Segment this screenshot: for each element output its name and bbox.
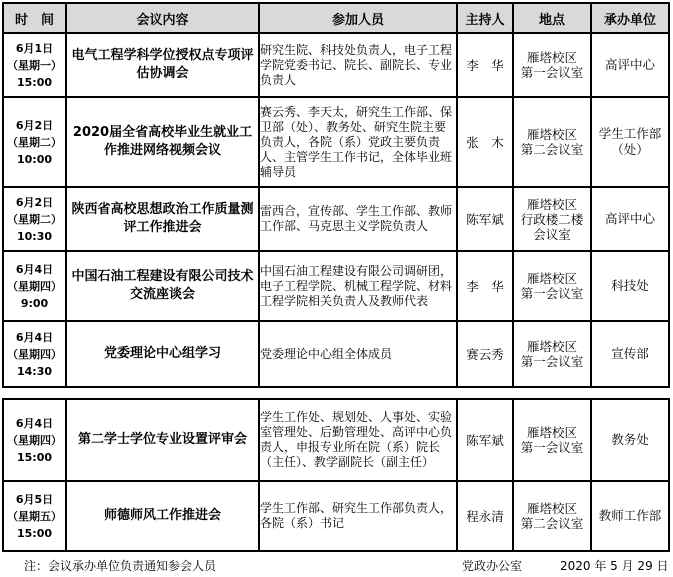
date: 6月4日 bbox=[15, 262, 54, 276]
time-cell bbox=[3, 33, 66, 97]
host: 李 华 bbox=[457, 33, 513, 97]
organizer: 教务处 bbox=[591, 399, 669, 481]
time-cell bbox=[3, 321, 66, 387]
meeting-title: 党委理论中心组学习 bbox=[66, 321, 259, 387]
date: 6月2日 bbox=[15, 195, 54, 209]
header-time: 时 间 bbox=[3, 3, 66, 33]
table-row bbox=[3, 481, 669, 551]
table-row bbox=[3, 399, 669, 481]
organizer: 高评中心 bbox=[591, 33, 669, 97]
header-content: 会议内容 bbox=[66, 3, 259, 33]
meeting-title: 陕西省高校思想政治工作质量测评工作推进会 bbox=[66, 187, 259, 251]
weekday: （星期二） bbox=[7, 135, 62, 149]
meeting-title: 2020届全省高校毕业生就业工作推进网络视频会议 bbox=[66, 97, 259, 187]
clock-time: 14:30 bbox=[16, 364, 52, 378]
attendees: 学生工作处、规划处、人事处、实验室管理处、后勤管理处、高评中心负责人，申报专业所在院（系）院长（主任）、教学副院长（副主任） bbox=[259, 399, 457, 481]
clock-time: 10:30 bbox=[16, 229, 52, 243]
footer-note: 注：会议承办单位负责通知参会人员 bbox=[24, 559, 217, 573]
location-line: 雁塔校区 bbox=[526, 271, 577, 286]
attendees: 雷西合，宣传部、学生工作部、教师工作部、马克思主义学院负责人 bbox=[259, 187, 457, 251]
organizer: 学生工作部（处） bbox=[591, 97, 669, 187]
date: 6月2日 bbox=[15, 118, 54, 132]
time-cell bbox=[3, 187, 66, 251]
time-cell bbox=[3, 481, 66, 551]
location-line: 行政楼二楼 bbox=[520, 211, 584, 227]
host: 赛云秀 bbox=[457, 321, 513, 387]
location-line: 雁塔校区 bbox=[526, 50, 577, 65]
clock-time: 15:00 bbox=[16, 75, 52, 89]
host: 陈军斌 bbox=[457, 399, 513, 481]
location-line: 雁塔校区 bbox=[526, 339, 577, 354]
location bbox=[513, 97, 591, 187]
weekday: （星期二） bbox=[7, 212, 62, 226]
location-line: 第一会议室 bbox=[520, 440, 584, 455]
attendees: 党委理论中心组全体成员 bbox=[259, 321, 457, 387]
location-line: 第二会议室 bbox=[520, 142, 584, 157]
attendees: 研究生院、科技处负责人，电子工程学院党委书记、院长、副院长、专业负责人 bbox=[259, 33, 457, 97]
time-cell bbox=[3, 399, 66, 481]
location bbox=[513, 33, 591, 97]
meeting-title: 第二学士学位专业设置评审会 bbox=[66, 399, 259, 481]
header-row bbox=[3, 3, 669, 33]
location-line: 雁塔校区 bbox=[526, 127, 577, 142]
table-row bbox=[3, 251, 669, 321]
weekday: （星期四） bbox=[7, 433, 62, 447]
weekday: （星期四） bbox=[7, 347, 62, 361]
location bbox=[513, 251, 591, 321]
attendees: 学生工作部、研究生工作部负责人，各院（系）书记 bbox=[259, 481, 457, 551]
clock-time: 15:00 bbox=[16, 526, 52, 540]
weekday: （星期一） bbox=[7, 58, 62, 72]
host: 程永清 bbox=[457, 481, 513, 551]
table-row bbox=[3, 33, 669, 97]
organizer: 教师工作部 bbox=[591, 481, 669, 551]
location-line: 第一会议室 bbox=[520, 65, 584, 80]
table-row bbox=[3, 321, 669, 387]
host: 张 木 bbox=[457, 97, 513, 187]
location-line: 会议室 bbox=[533, 226, 571, 242]
attendees: 中国石油工程建设有限公司调研团，电子工程学院、机械工程学院、材料工程学院相关负责人及教师代表 bbox=[259, 251, 457, 321]
clock-time: 9:00 bbox=[20, 296, 49, 310]
location-line: 第二会议室 bbox=[520, 516, 584, 531]
organizer: 宣传部 bbox=[591, 321, 669, 387]
location-line: 雁塔校区 bbox=[526, 501, 577, 516]
location bbox=[513, 321, 591, 387]
table-row bbox=[3, 97, 669, 187]
meeting-schedule-table-continued bbox=[2, 398, 670, 552]
location bbox=[513, 481, 591, 551]
location-line: 第一会议室 bbox=[520, 354, 584, 369]
location-line: 雁塔校区 bbox=[526, 425, 577, 440]
location-line: 第一会议室 bbox=[520, 286, 584, 301]
date: 6月5日 bbox=[15, 492, 54, 506]
meeting-title: 中国石油工程建设有限公司技术交流座谈会 bbox=[66, 251, 259, 321]
clock-time: 15:00 bbox=[16, 450, 52, 464]
time-cell bbox=[3, 97, 66, 187]
date: 6月4日 bbox=[15, 330, 54, 344]
issuing-office: 党政办公室 bbox=[462, 559, 523, 573]
location bbox=[513, 399, 591, 481]
weekday: （星期五） bbox=[7, 509, 62, 523]
header-host: 主持人 bbox=[457, 3, 513, 33]
header-people: 参加人员 bbox=[259, 3, 457, 33]
weekday: （星期四） bbox=[7, 279, 62, 293]
header-place: 地点 bbox=[513, 3, 591, 33]
header-org: 承办单位 bbox=[591, 3, 669, 33]
organizer: 高评中心 bbox=[591, 187, 669, 251]
clock-time: 10:00 bbox=[16, 152, 52, 166]
date: 6月1日 bbox=[15, 41, 54, 55]
organizer: 科技处 bbox=[591, 251, 669, 321]
attendees: 赛云秀、李天太，研究生工作部、保卫部（处）、教务处、研究生院主要负责人，各院（系）党政主要负责人、主管学生工作书记，全体毕业班辅导员 bbox=[259, 97, 457, 187]
time-cell bbox=[3, 251, 66, 321]
location bbox=[513, 187, 591, 251]
host: 李 华 bbox=[457, 251, 513, 321]
table-row bbox=[3, 187, 669, 251]
meeting-title: 电气工程学科学位授权点专项评估协调会 bbox=[66, 33, 259, 97]
issue-date: 2020 年 5 月 29 日 bbox=[560, 559, 669, 573]
host: 陈军斌 bbox=[457, 187, 513, 251]
meeting-schedule-table bbox=[2, 2, 670, 388]
date: 6月4日 bbox=[15, 416, 54, 430]
meeting-title: 师德师风工作推进会 bbox=[66, 481, 259, 551]
location-line: 雁塔校区 bbox=[526, 196, 577, 212]
